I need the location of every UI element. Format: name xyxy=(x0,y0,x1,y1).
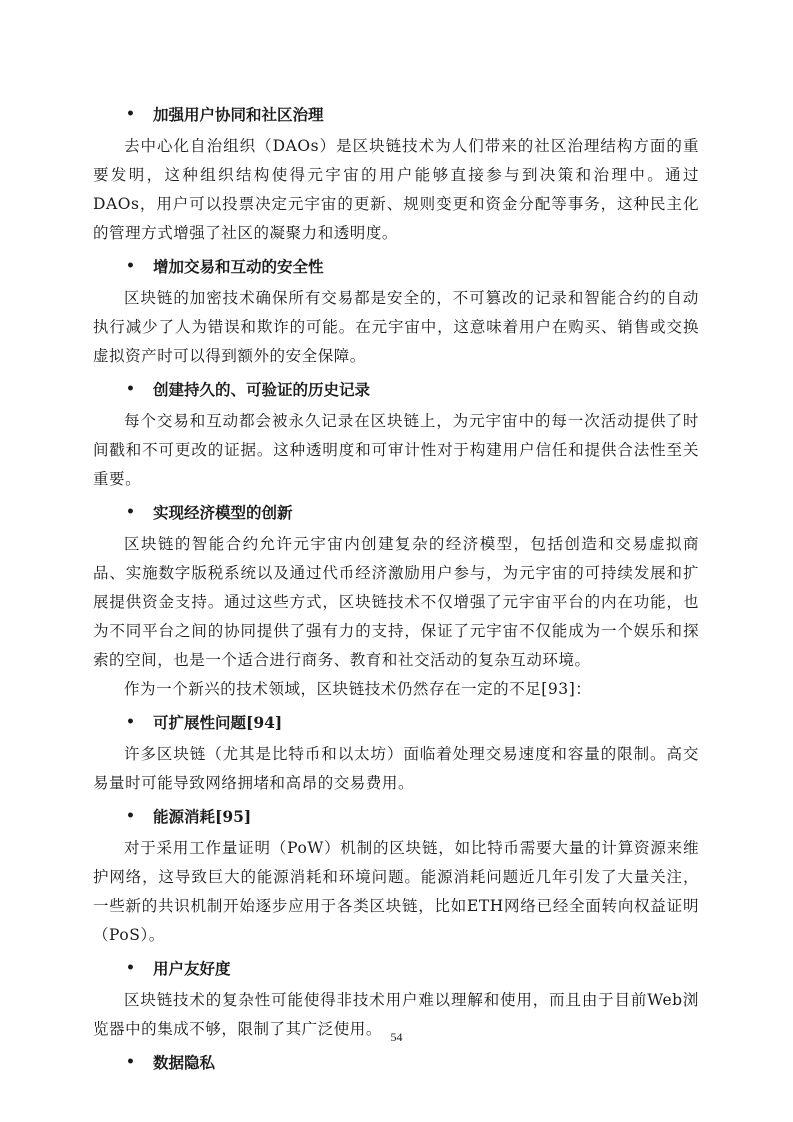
heading-text: 增加交易和互动的安全性 xyxy=(153,257,324,276)
paragraph: 每个交易和互动都会被永久记录在区块链上，为元宇宙中的每一次活动提供了时间戳和不可更改的证据。这种透明度和可审计性对于构建用户信任和提供合法性至关重要。 xyxy=(93,412,699,488)
section-heading xyxy=(0,804,793,829)
bullet: • xyxy=(126,258,135,274)
document-body xyxy=(0,96,793,1080)
section-heading xyxy=(0,102,793,127)
section-heading xyxy=(0,254,793,279)
heading-text: 用户友好度 xyxy=(153,959,231,978)
paragraph: 对于采用工作量证明（PoW）机制的区块链，如比特币需要大量的计算资源来维护网络，这导致巨大的能源消耗和环境问题。能源消耗问题近几年引发了大量关注，一些新的共识机制开始逐步应用于各类区块链，比如ETH网络已经全面转向权益证明（PoS）。 xyxy=(93,839,699,944)
section-heading xyxy=(0,377,793,402)
heading-text: 能源消耗[95] xyxy=(153,807,252,826)
paragraph: 区块链技术的复杂性可能使得非技术用户难以理解和使用，而且由于目前Web浏览器中的集成不够，限制了其广泛使用。 xyxy=(93,991,699,1038)
paragraph: 去中心化自治组织（DAOs）是区块链技术为人们带来的社区治理结构方面的重要发明，这种组织结构使得元宇宙的用户能够直接参与到决策和治理中。通过DAOs，用户可以投票决定元宇宙的更新、规则变更和资金分配等事务，这种民主化的管理方式增强了社区的凝聚力和透明度。 xyxy=(93,137,699,242)
bullet: • xyxy=(126,381,135,397)
paragraph: 区块链的加密技术确保所有交易都是安全的，不可篡改的记录和智能合约的自动执行减少了人为错误和欺诈的可能。在元宇宙中，这意味着用户在购买、销售或交换虚拟资产时可以得到额外的安全保障。 xyxy=(93,289,699,365)
section-heading xyxy=(0,956,793,981)
page-number: 54 xyxy=(390,1030,403,1044)
heading-text: 数据隐私 xyxy=(153,1053,216,1072)
intro-paragraph: 作为一个新兴的技术领域，区块链技术仍然存在一定的不足[93]： xyxy=(124,680,592,698)
bullet: • xyxy=(126,1054,135,1070)
section-heading xyxy=(0,710,793,735)
bullet: • xyxy=(126,808,135,824)
heading-text: 实现经济模型的创新 xyxy=(153,503,293,522)
heading-text: 加强用户协同和社区治理 xyxy=(153,105,324,124)
bullet: • xyxy=(126,714,135,730)
bullet: • xyxy=(126,106,135,122)
heading-text: 创建持久的、可验证的历史记录 xyxy=(153,380,371,399)
paragraph: 许多区块链（尤其是比特币和以太坊）面临着处理交易速度和容量的限制。高交易量时可能导致网络拥堵和高昂的交易费用。 xyxy=(93,745,699,792)
section-heading xyxy=(0,500,793,525)
bullet: • xyxy=(126,960,135,976)
paragraph: 区块链的智能合约允许元宇宙内创建复杂的经济模型，包括创造和交易虚拟商品、实施数字版税系统以及通过代币经济激励用户参与，为元宇宙的可持续发展和扩展提供资金支持。通过这些方式，区块链技术不仅增强了元宇宙平台的内在功能，也为不同平台之间的协同提供了强有力的支持，保证了元宇宙不仅能成为一个娱乐和探索的空间，也是一个适合进行商务、教育和社交活动的复杂互动环境。 xyxy=(93,535,699,669)
section-heading xyxy=(0,1050,793,1075)
bullet: • xyxy=(126,504,135,520)
heading-text: 可扩展性问题[94] xyxy=(153,713,283,732)
